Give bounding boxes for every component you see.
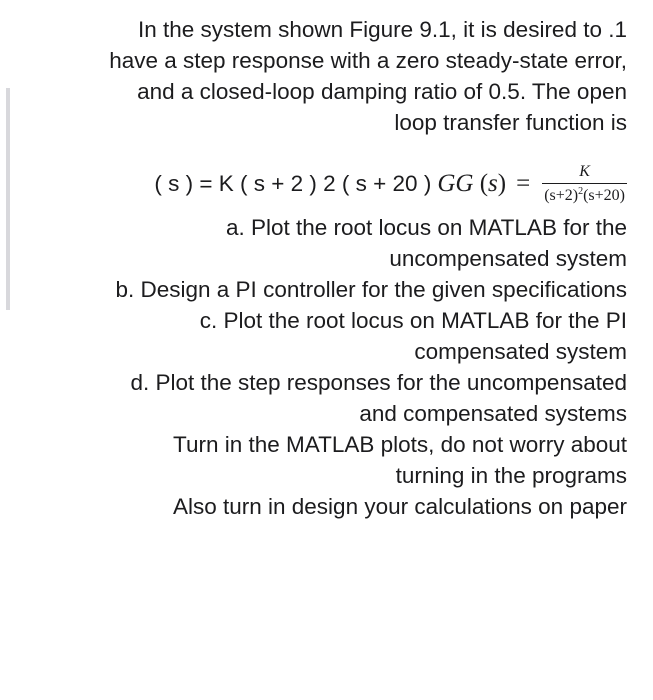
note-line: Turn in the MATLAB plots, do not worry about [173,432,627,457]
equals-sign: = [516,169,531,197]
denominator-exponent: 2 [578,185,584,197]
task-line: c. Plot the root locus on MATLAB for the PI [199,308,627,333]
task-b [28,274,627,305]
task-line: and compensated systems [359,401,627,426]
note-line: Also turn in design your calculations on paper [172,494,627,519]
task-line: d. Plot the step responses for the uncompensated [130,370,627,395]
equation-lhs [437,168,506,199]
transfer-fraction [542,162,627,205]
task-line: b. Design a PI controller for the given specifications [115,277,627,302]
denominator-rest: (s+20) [583,186,625,204]
turn-in-calcs-note [28,491,627,522]
problem-text [28,14,627,522]
denominator-base: (s+2) [544,186,579,204]
intro-line: and a closed-loop damping ratio of 0.5. The open [137,79,627,104]
equation-plain-text: ( s ) = K ( s + 2 ) 2 ( s + 20 ) [154,170,432,196]
task-line: a. Plot the root locus on MATLAB for the [225,215,627,240]
equation-lhs-argument: (s) [479,169,507,197]
task-a [28,212,627,274]
task-d [28,367,627,429]
task-c [28,305,627,367]
equation-lhs-symbol: GG [437,169,474,197]
intro-line: In the system shown Figure 9.1, it is desired to .1 [138,17,627,42]
intro-line: have a step response with a zero steady-state error, [109,48,627,73]
problem-intro [28,14,627,138]
task-line: compensated system [414,339,627,364]
note-line: turning in the programs [395,463,627,488]
task-line: uncompensated system [389,246,627,271]
transfer-function-equation [28,154,627,212]
fraction-numerator: K [579,162,590,180]
left-scroll-rule [6,88,10,310]
turn-in-plots-note [28,429,627,491]
intro-line: loop transfer function is [394,110,627,135]
fraction-denominator [542,184,627,205]
